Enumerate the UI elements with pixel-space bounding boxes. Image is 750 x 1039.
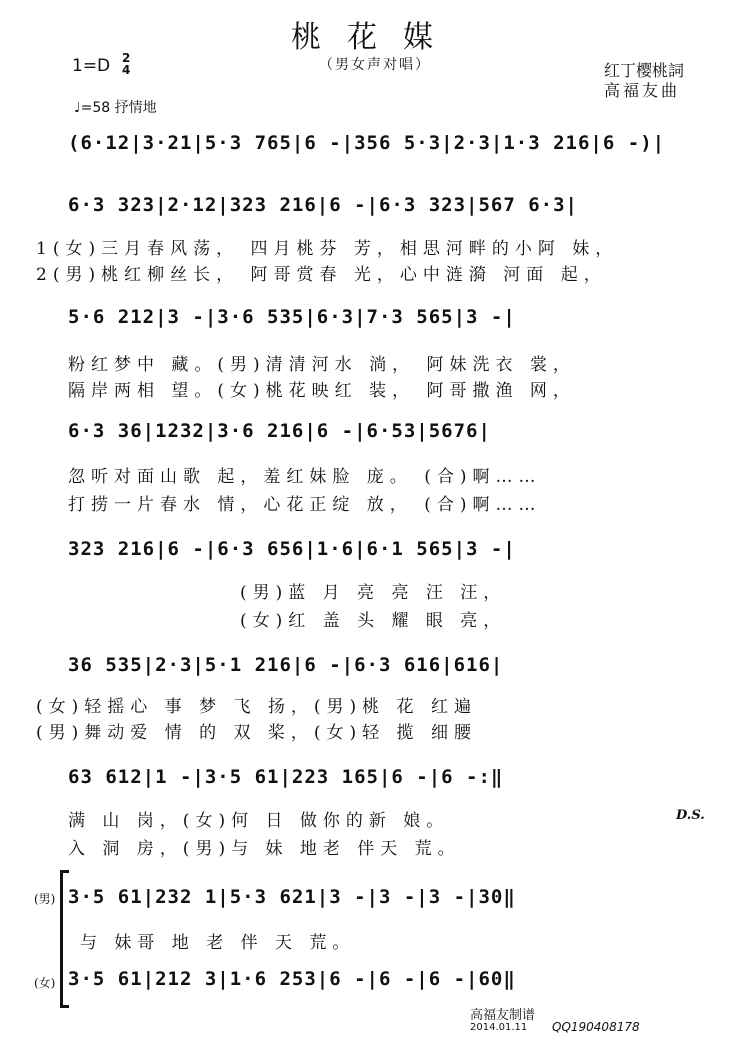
jianpu-notes: 3·5 61|232 1|5·3 621|3 -|3 -|3 -|30‖ [68,886,516,908]
score-row [68,416,704,450]
score-row [68,128,704,162]
final-lyric: 与 妹哥 地 老 伴 天 荒。 [80,933,356,953]
tempo-marking: ♩=58 抒情地 [74,100,157,116]
lyric-verse-1: 忽听对面山歌 起，羞红妹脸 庞。 (合)啊…… [68,467,542,487]
score-row [68,534,704,568]
male-part-label: (男) [34,892,56,906]
score-row [68,190,704,224]
arranger-credit: 高福友制谱 [470,1008,536,1023]
lyric-verse-2: 隔岸两相 望。(女)桃花映红 装， 阿哥撒渔 网， [68,381,576,401]
lyric-verse-2: (女)红 盖 头 耀 眼 亮， [240,611,507,631]
jianpu-notes: 6·3 323|2·12|323 216|6 -|6·3 323|567 6·3| [68,194,578,216]
lyric-verse-1: 满 山 岗，(女)何 日 做你的新 娘。 [68,811,450,831]
jianpu-notes: 3·5 61|212 3|1·6 253|6 -|6 -|6 -|60‖ [68,968,516,990]
lyric-verse-1: (女)轻摇心 事 梦 飞 扬，(男)桃 花 红遍 [36,697,477,717]
jianpu-notes: 5·6 212|3 -|3·6 535|6·3|7·3 565|3 -| [68,306,516,328]
jianpu-notes: (6·12|3·21|5·3 765|6 -|356 5·3|2·3|1·3 216|6 -)| [68,132,666,154]
score-row-male [68,882,704,916]
score-row [68,762,704,796]
lyric-verse-2: (男)舞动爱 情 的 双 桨，(女)轻 揽 细腰 [36,723,477,743]
time-signature-bottom: 4 [122,63,131,77]
jianpu-notes: 63 612|1 -|3·5 61|223 165|6 -|6 -:‖ [68,766,504,788]
lyric-verse-2: 打捞一片春水 情，心花正绽 放， (合)啊…… [68,495,542,515]
jianpu-notes: 6·3 36|1232|3·6 216|6 -|6·53|5676| [68,420,491,442]
song-subtitle: （男女声对唱） [319,57,431,73]
lyric-verse-1: (男)蓝 月 亮 亮 汪 汪， [240,583,507,603]
time-signature-top: 2 [122,51,131,65]
female-part-label: (女) [34,976,56,990]
jianpu-notes: 36 535|2·3|5·1 216|6 -|6·3 616|616| [68,654,504,676]
dal-segno-marking: D.S. [676,808,705,823]
lyric-verse-2: 入 洞 房，(男)与 妹 地老 伴天 荒。 [68,839,461,859]
time-signature [122,52,130,76]
date-stamp: 2014.01.11 [470,1022,528,1033]
key-signature: 1=D [72,56,111,76]
jianpu-notes: 323 216|6 -|6·3 656|1·6|6·1 565|3 -| [68,538,516,560]
lyric-verse-1: 1(女)三月春风荡， 四月桃芬 芳，相思河畔的小阿 妹， [36,239,619,259]
lyric-verse-2: 2(男)桃红柳丝长， 阿哥赏春 光，心中涟漪 河面 起， [36,265,607,285]
score-row [68,302,704,336]
lyricist-credit: 红丁樱桃詞 [604,61,685,80]
lyric-verse-1: 粉红梦中 藏。(男)清清河水 淌， 阿妹洗衣 裳， [68,355,576,375]
composer-credit: 高福友曲 [604,81,681,100]
score-row [68,650,704,684]
song-title: 桃花媒 [291,20,459,55]
score-row-female [68,964,704,998]
contact-qq: QQ190408178 [552,1020,640,1034]
